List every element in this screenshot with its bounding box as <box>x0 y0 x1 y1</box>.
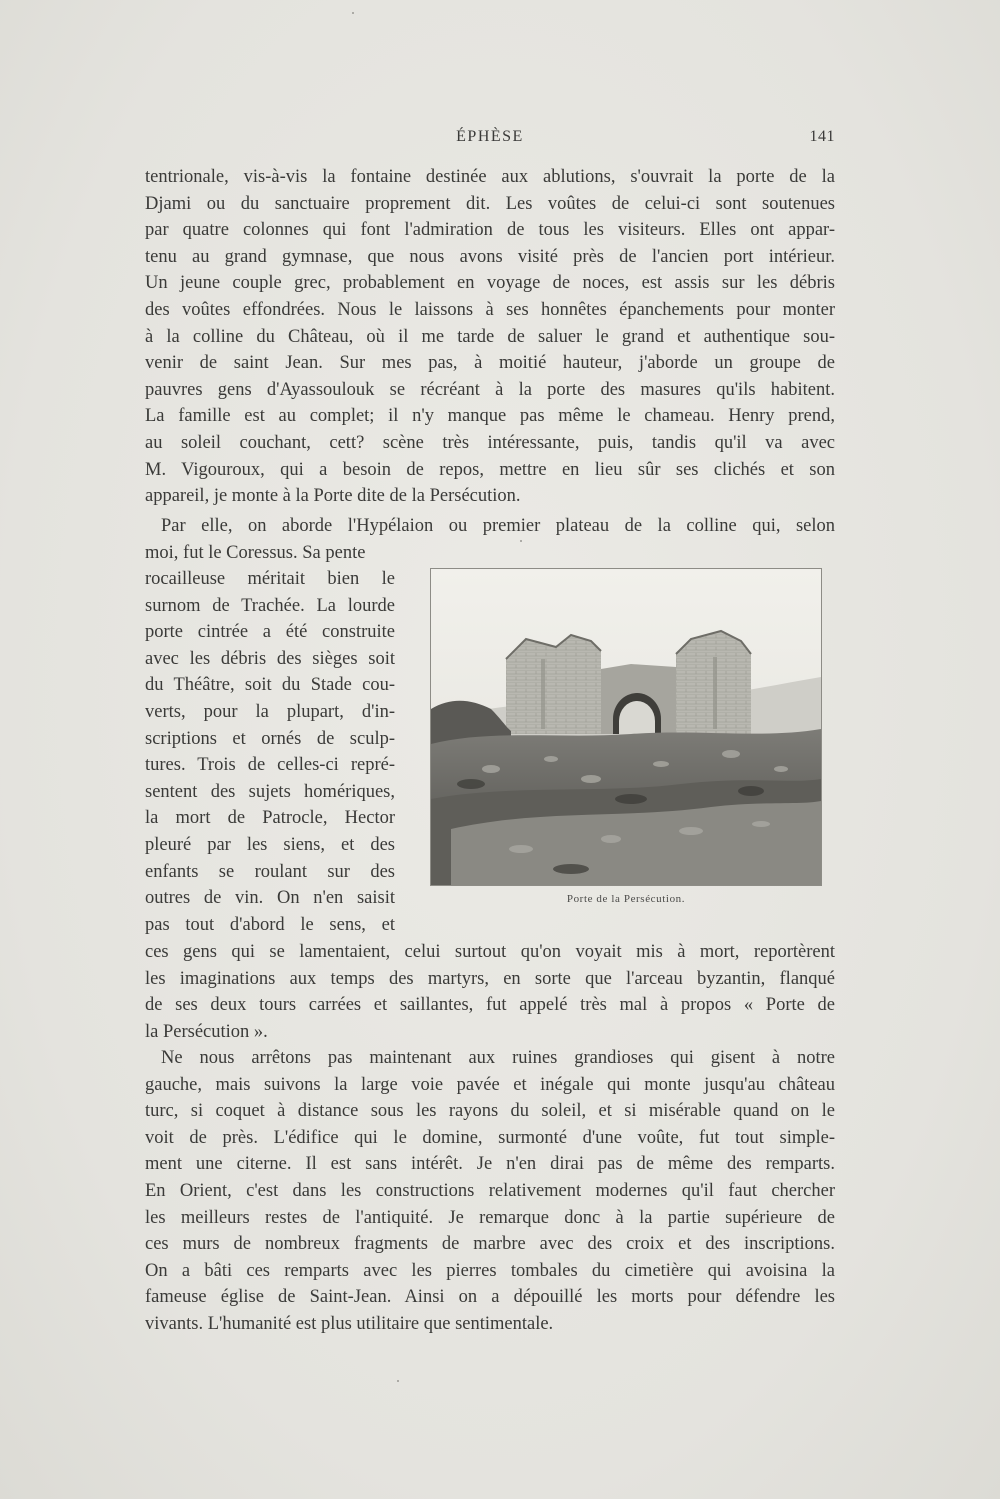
text-line: la mort de Patrocle, Hector <box>145 808 395 829</box>
running-title: ÉPHÈSE <box>456 128 524 145</box>
text-line: des voûtes effondrées. Nous le laissons à ses honnêtes épanchements pour monter <box>145 299 835 320</box>
text-line: Un jeune couple grec, probablement en voyage de noces, est assis sur les débris <box>145 273 835 294</box>
right-tower <box>676 631 751 734</box>
text-line: appareil, je monte à la Porte dite de la Persécution. <box>145 486 521 507</box>
left-tower <box>506 635 601 734</box>
text-line: surnom de Trachée. La lourde <box>145 595 395 616</box>
text-line: Ne nous arrêtons pas maintenant aux ruines grandioses qui gisent à notre <box>161 1048 835 1068</box>
text-line: à la colline du Château, où il me tarde de saluer le grand et authentique sou- <box>145 326 835 347</box>
paragraph-2-opening <box>145 513 835 566</box>
gate-photograph <box>430 568 822 886</box>
ruined-gate-illustration <box>431 569 821 885</box>
text-line: du Théâtre, soit du Stade cou- <box>145 675 395 696</box>
text-line: sentent des sujets homériques, <box>145 781 395 802</box>
text-line: vivants. L'humanité est plus utilitaire que sentimentale. <box>145 1313 554 1334</box>
text-line: les imaginations aux temps des martyrs, en sorte que l'arceau byzantin, flanqué <box>145 968 835 989</box>
text-line: tentrionale, vis-à-vis la fontaine destinée aux ablutions, s'ouvrait la porte de la <box>145 167 835 187</box>
text-line: enfants se roulant sur des <box>145 861 395 882</box>
text-line: scriptions et ornés de sculp- <box>145 728 395 749</box>
text-line: pas tout d'abord le sens, et <box>145 914 395 935</box>
text-line: au soleil couchant, cett? scène très intéressante, puis, tandis qu'il va avec <box>145 432 835 453</box>
text-line: Par elle, on aborde l'Hypélaion ou premier plateau de la colline qui, selon <box>161 516 835 536</box>
page-number: 141 <box>809 128 835 145</box>
text-line: tures. Trois de celles-ci repré- <box>145 755 395 776</box>
text-line: ment une citerne. Il est sans intérêt. Je n'en dirai pas de même des remparts. <box>145 1154 835 1175</box>
text-line: outres de vin. On n'en saisit <box>145 888 395 909</box>
text-line: porte cintrée a été construite <box>145 622 395 643</box>
text-line: ces gens qui se lamentaient, celui surtout qu'on voyait mis à mort, reportèrent <box>145 942 835 962</box>
running-head <box>145 128 835 152</box>
text-line: Djami ou du sanctuaire proprement dit. Les voûtes de celui-ci sont soutenues <box>145 193 835 214</box>
text-line: les meilleurs restes de l'antiquité. Je remarque donc à la partie supérieure de <box>145 1207 835 1228</box>
paper-speck <box>397 1380 399 1382</box>
text-line: gauche, mais suivons la large voie pavée et inégale qui monte jusqu'au château <box>145 1074 835 1095</box>
text-line: En Orient, c'est dans les constructions relativement modernes qu'il faut chercher <box>145 1180 835 1201</box>
text-line: avec les débris des sièges soit <box>145 648 395 669</box>
text-line: M. Vigouroux, qui a besoin de repos, mettre en lieu sûr ses clichés et son <box>145 459 835 480</box>
text-line: par quatre colonnes qui font l'admiration de tous les visiteurs. Elles ont appar- <box>145 220 835 241</box>
paragraph-2-continuation <box>145 939 835 1045</box>
text-line: On a bâti ces remparts avec les pierres tombales du cimetière qui avoisina la <box>145 1260 835 1281</box>
text-line: tenu au grand gymnase, que nous avons visité près de l'ancien port intérieur. <box>145 246 835 267</box>
paper-speck <box>520 540 522 542</box>
text-line: rocailleuse méritait bien le <box>145 569 395 589</box>
text-line: venir de saint Jean. Sur mes pas, à moitié hauteur, j'aborde un groupe de <box>145 353 835 374</box>
arch-gate <box>601 664 676 734</box>
figure-caption: Porte de la Persécution. <box>566 893 686 905</box>
text-line: ces murs de nombreux fragments de marbre avec des croix et des inscriptions. <box>145 1234 835 1255</box>
text-line: de ses deux tours carrées et saillantes, fut appelé très mal à propos « Porte de <box>145 995 835 1016</box>
text-line: la Persécution ». <box>145 1021 268 1042</box>
paragraph-3 <box>145 1045 835 1338</box>
text-line: fameuse église de Saint-Jean. Ainsi on a dépouillé les morts pour défendre les <box>145 1287 835 1308</box>
paragraph-2-side-column <box>145 566 395 938</box>
text-line: turc, si coquet à distance sous les rayons du soleil, et si misérable quand on le <box>145 1101 835 1122</box>
paragraph-1 <box>145 164 835 510</box>
text-line: La famille est au complet; il n'y manque pas même le chameau. Henry prend, <box>145 406 835 427</box>
text-line: verts, pour la plupart, d'in- <box>145 701 395 722</box>
text-line: pauvres gens d'Ayassoulouk se récréant à la porte des masures qu'ils habitent. <box>145 379 835 400</box>
paper-speck <box>352 12 354 14</box>
text-line: moi, fut le Coressus. Sa pente <box>145 542 366 563</box>
text-line: pleuré par les siens, et des <box>145 834 395 855</box>
text-line: voit de près. L'édifice qui le domine, surmonté d'une voûte, fut tout simple- <box>145 1127 835 1148</box>
